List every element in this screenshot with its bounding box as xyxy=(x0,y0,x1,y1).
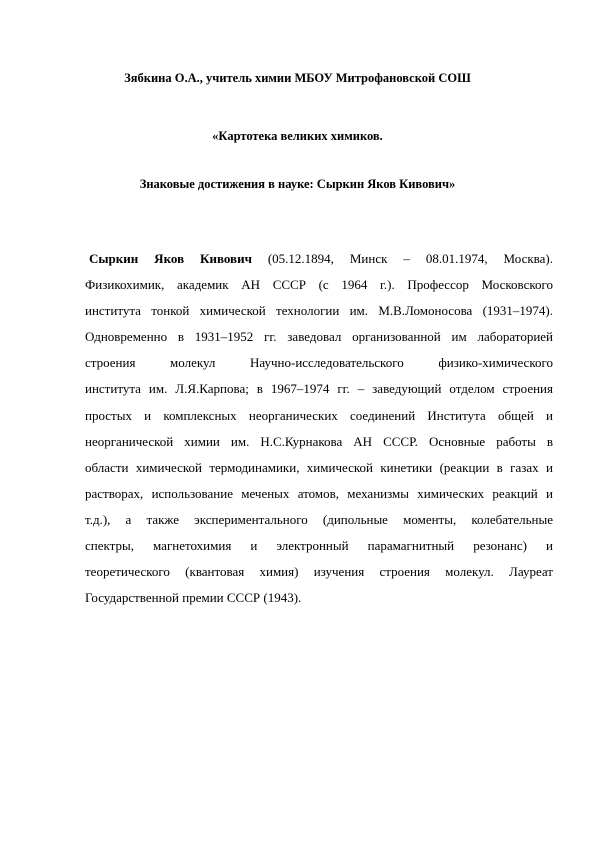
title-line-2: Знаковые достижения в науке: Сыркин Яков Кивович» xyxy=(139,177,456,191)
paragraph-line: простых и комплексных неорганических соединений Института общей и xyxy=(85,407,553,423)
paragraph-line xyxy=(85,246,553,272)
paragraph-line: неорганической химии им. Н.С.Курнакова АН СССР. Основные работы в xyxy=(85,433,553,449)
paragraph-line: растворах, использование меченых атомов, механизмы химических реакций и xyxy=(85,485,553,501)
author-header: Зябкина О.А., учитель химии МБОУ Митрофановской СОШ xyxy=(124,71,471,85)
title-line-1: «Картотека великих химиков. xyxy=(212,129,383,143)
paragraph-line: теоретического (квантовая химия) изучения строения молекул. Лауреат xyxy=(85,564,553,580)
paragraph-line: Физикохимик, академик АН СССР (с 1964 г.). Профессор Московского xyxy=(85,277,553,293)
paragraph-line: Одновременно в 1931–1952 гг. заведовал организованной им лабораторией xyxy=(85,329,553,345)
birth-death-info: (05.12.1894, Минск – 08.01.1974, Москва). xyxy=(251,251,553,266)
paragraph-line: т.д.), а также экспериментального (дипольные моменты, колебательные xyxy=(85,511,553,527)
paragraph-line: спектры, магнетохимия и электронный парамагнитный резонанс) и xyxy=(85,538,553,554)
biography-paragraph xyxy=(85,246,553,611)
paragraph-line: института тонкой химической технологии им. М.В.Ломоносова (1931–1974). xyxy=(85,303,553,319)
paragraph-line: Государственной премии СССР (1943). xyxy=(85,590,302,606)
scientist-name: Сыркин Яков Кивович xyxy=(89,251,252,266)
paragraph-line: области химической термодинамики, химической кинетики (реакции в газах и xyxy=(85,459,553,475)
paragraph-line: института им. Л.Я.Карпова; в 1967–1974 гг. – заведующий отделом строения xyxy=(85,381,553,397)
paragraph-line: строения молекул Научно-исследовательского физико-химического xyxy=(85,355,553,371)
